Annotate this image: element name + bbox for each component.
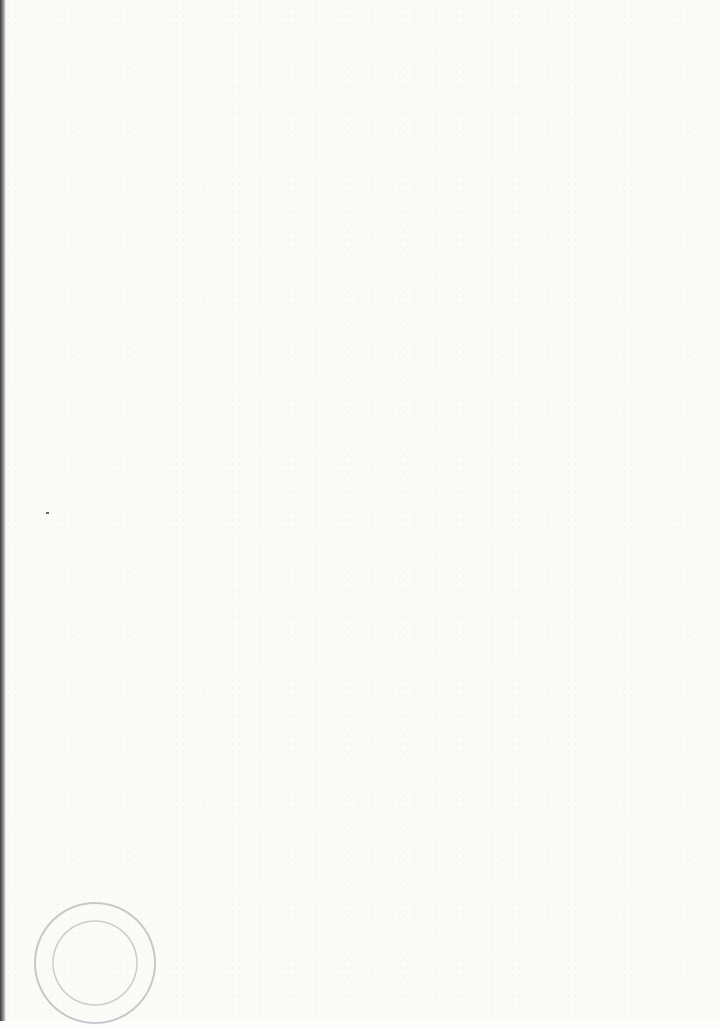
library-stamp bbox=[30, 898, 160, 1028]
page-binding-edge bbox=[0, 0, 6, 1021]
scan-speck bbox=[46, 512, 49, 514]
